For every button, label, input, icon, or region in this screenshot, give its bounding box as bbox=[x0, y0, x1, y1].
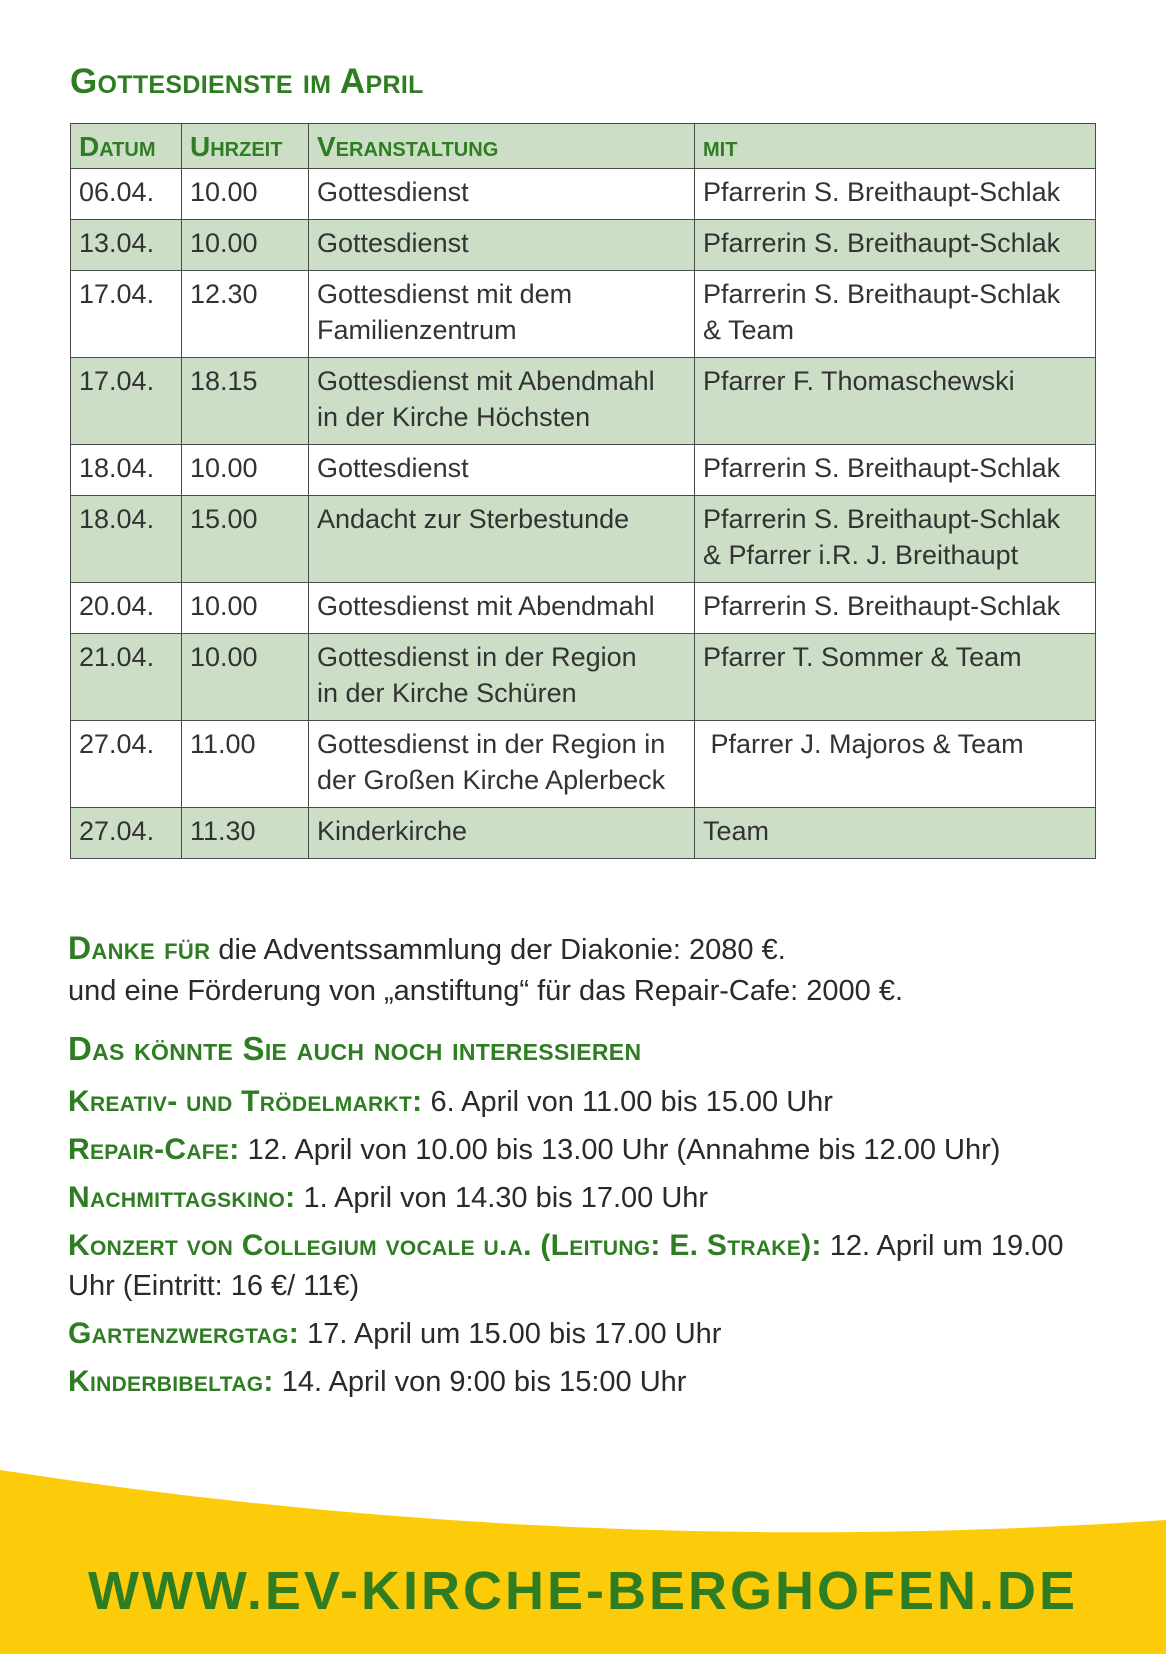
event-item bbox=[68, 1314, 1108, 1354]
thanks-paragraph bbox=[68, 928, 1108, 1012]
table-row bbox=[71, 634, 1096, 721]
event-item bbox=[68, 1082, 1108, 1122]
event-item bbox=[68, 1362, 1108, 1402]
cell-datum: 06.04. bbox=[71, 169, 182, 220]
cell-mit: Pfarrerin S. Breithaupt-Schlak & Pfarrer i.R. J. Breithaupt bbox=[695, 496, 1096, 583]
cell-datum: 20.04. bbox=[71, 583, 182, 634]
thanks-line-2: und eine Förderung von „anstiftung“ für das Repair-Cafe: 2000 €. bbox=[68, 975, 904, 1007]
event-list bbox=[68, 1082, 1108, 1410]
cell-datum: 27.04. bbox=[71, 808, 182, 859]
table-row bbox=[71, 169, 1096, 220]
table-body bbox=[71, 169, 1096, 859]
header-mit: mit bbox=[695, 124, 1096, 169]
cell-uhrzeit: 10.00 bbox=[182, 634, 309, 721]
event-item bbox=[68, 1130, 1108, 1170]
cell-datum: 17.04. bbox=[71, 271, 182, 358]
cell-uhrzeit: 10.00 bbox=[182, 583, 309, 634]
cell-mit: Pfarrer T. Sommer & Team bbox=[695, 634, 1096, 721]
cell-veranstaltung: Gottesdienst bbox=[309, 220, 695, 271]
cell-veranstaltung: Gottesdienst in der Region in der Kirche Schüren bbox=[309, 634, 695, 721]
event-label: Konzert von Collegium vocale u.a. (Leitung: E. Strake): bbox=[68, 1229, 822, 1262]
cell-uhrzeit: 10.00 bbox=[182, 169, 309, 220]
cell-mit: Pfarrerin S. Breithaupt-Schlak bbox=[695, 220, 1096, 271]
table-row bbox=[71, 220, 1096, 271]
website-url: WWW.EV-KIRCHE-BERGHOFEN.DE bbox=[88, 1561, 1078, 1621]
header-veranstaltung: Veranstaltung bbox=[309, 124, 695, 169]
cell-veranstaltung: Gottesdienst bbox=[309, 169, 695, 220]
event-label: Repair-Cafe: bbox=[68, 1133, 240, 1166]
cell-veranstaltung: Gottesdienst mit Abendmahl bbox=[309, 583, 695, 634]
thanks-label: Danke für bbox=[68, 930, 211, 966]
cell-mit: Pfarrerin S. Breithaupt-Schlak bbox=[695, 583, 1096, 634]
cell-datum: 21.04. bbox=[71, 634, 182, 721]
event-text: 12. April um 19.00 Uhr (Eintritt: 16 €/ 11€) bbox=[68, 1230, 1072, 1302]
interest-heading: Das könnte Sie auch noch interessieren bbox=[68, 1030, 642, 1067]
cell-mit: Pfarrerin S. Breithaupt-Schlak & Team bbox=[695, 271, 1096, 358]
header-datum: Datum bbox=[71, 124, 182, 169]
table-row bbox=[71, 583, 1096, 634]
event-label: Kinderbibeltag: bbox=[68, 1365, 274, 1398]
cell-uhrzeit: 15.00 bbox=[182, 496, 309, 583]
cell-uhrzeit: 11.00 bbox=[182, 721, 309, 808]
table-header-row bbox=[71, 124, 1096, 169]
cell-veranstaltung: Gottesdienst bbox=[309, 445, 695, 496]
cell-mit: Pfarrer F. Thomaschewski bbox=[695, 358, 1096, 445]
cell-datum: 18.04. bbox=[71, 445, 182, 496]
cell-datum: 18.04. bbox=[71, 496, 182, 583]
cell-uhrzeit: 10.00 bbox=[182, 220, 309, 271]
cell-veranstaltung: Andacht zur Sterbestunde bbox=[309, 496, 695, 583]
table-row bbox=[71, 445, 1096, 496]
cell-veranstaltung: Gottesdienst mit Abendmahl in der Kirche Höchsten bbox=[309, 358, 695, 445]
cell-mit: Pfarrer J. Majoros & Team bbox=[695, 721, 1096, 808]
service-schedule-table bbox=[70, 123, 1096, 859]
table-row bbox=[71, 271, 1096, 358]
cell-uhrzeit: 10.00 bbox=[182, 445, 309, 496]
event-text: 14. April von 9:00 bis 15:00 Uhr bbox=[273, 1366, 687, 1398]
thanks-line-1: die Adventssammlung der Diakonie: 2080 €. bbox=[210, 934, 786, 966]
cell-datum: 27.04. bbox=[71, 721, 182, 808]
event-text: 6. April von 11.00 bis 15.00 Uhr bbox=[422, 1086, 833, 1118]
table-row bbox=[71, 721, 1096, 808]
cell-veranstaltung: Gottesdienst mit dem Familienzentrum bbox=[309, 271, 695, 358]
table-row bbox=[71, 496, 1096, 583]
event-item bbox=[68, 1178, 1108, 1218]
event-label: Nachmittagskino: bbox=[68, 1181, 296, 1214]
cell-datum: 17.04. bbox=[71, 358, 182, 445]
header-uhrzeit: Uhrzeit bbox=[182, 124, 309, 169]
cell-uhrzeit: 18.15 bbox=[182, 358, 309, 445]
page-heading: Gottesdienste im April bbox=[70, 62, 424, 101]
event-label: Gartenzwergtag: bbox=[68, 1317, 300, 1350]
event-text: 1. April von 14.30 bis 17.00 Uhr bbox=[295, 1182, 709, 1214]
table-row bbox=[71, 808, 1096, 859]
cell-mit: Team bbox=[695, 808, 1096, 859]
cell-datum: 13.04. bbox=[71, 220, 182, 271]
event-item bbox=[68, 1226, 1108, 1306]
cell-mit: Pfarrerin S. Breithaupt-Schlak bbox=[695, 169, 1096, 220]
cell-veranstaltung: Gottesdienst in der Region in der Großen Kirche Aplerbeck bbox=[309, 721, 695, 808]
cell-uhrzeit: 11.30 bbox=[182, 808, 309, 859]
table-row bbox=[71, 358, 1096, 445]
cell-mit: Pfarrerin S. Breithaupt-Schlak bbox=[695, 445, 1096, 496]
event-label: Kreativ- und Trödelmarkt: bbox=[68, 1085, 423, 1118]
event-text: 12. April von 10.00 bis 13.00 Uhr (Annahme bis 12.00 Uhr) bbox=[239, 1134, 1001, 1166]
cell-veranstaltung: Kinderkirche bbox=[309, 808, 695, 859]
cell-uhrzeit: 12.30 bbox=[182, 271, 309, 358]
event-text: 17. April um 15.00 bis 17.00 Uhr bbox=[299, 1318, 722, 1350]
